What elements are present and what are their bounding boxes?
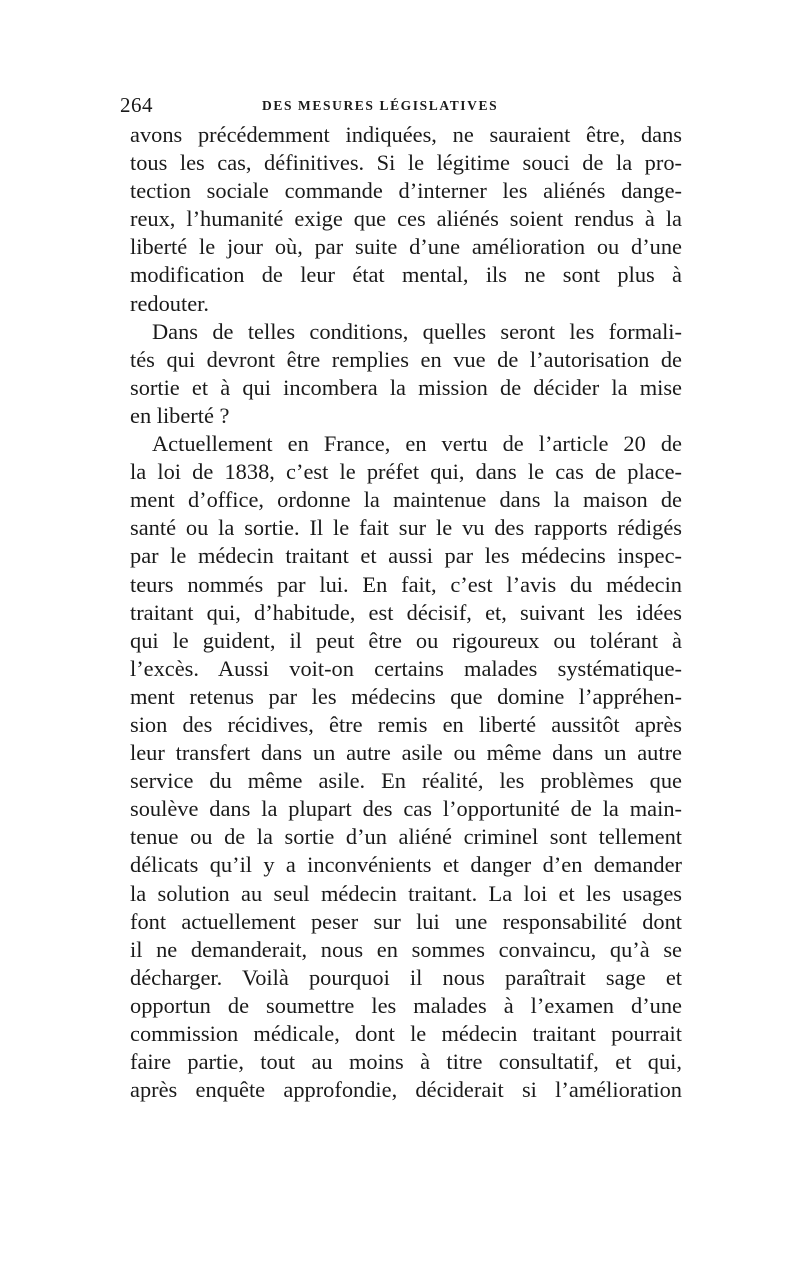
text-line: reux, l’humanité exige que ces aliénés soient rendus à la [130, 206, 682, 232]
text-line: service du même asile. En réalité, les problèmes que [130, 768, 682, 794]
text-line: délicats qu’il y a inconvénients et danger d’en demander [130, 852, 682, 878]
text-line: redouter. [130, 290, 209, 316]
text-line: après enquête approfondie, déciderait si l’amélioration [130, 1077, 682, 1103]
text-line: par le médecin traitant et aussi par les médecins inspec- [130, 543, 682, 569]
text-line: ment retenus par les médecins que domine l’appréhen- [130, 683, 682, 709]
text-line: sion des récidives, être remis en liberté aussitôt après [130, 711, 682, 737]
text-line: soulève dans la plupart des cas l’opportunité de la main- [130, 796, 682, 822]
text-line: font actuellement peser sur lui une responsabilité dont [130, 908, 682, 934]
text-line: faire partie, tout au moins à titre consultatif, et qui, [130, 1049, 682, 1075]
text-line: leur transfert dans un autre asile ou même dans un autre [130, 740, 682, 766]
page-number: 264 [120, 93, 153, 117]
body-text [130, 121, 682, 1104]
text-line: en liberté ? [130, 402, 230, 428]
running-title: DES MESURES LÉGISLATIVES [262, 98, 499, 113]
text-line: ment d’office, ordonne la maintenue dans la maison de [130, 487, 682, 513]
text-line: santé ou la sortie. Il le fait sur le vu des rapports rédigés [130, 515, 682, 541]
text-line: teurs nommés par lui. En fait, c’est l’avis du médecin [130, 571, 682, 597]
text-line: tous les cas, définitives. Si le légitime souci de la pro- [130, 150, 682, 176]
text-line: Actuellement en France, en vertu de l’article 20 de [152, 431, 682, 457]
text-line: la solution au seul médecin traitant. La loi et les usages [130, 880, 682, 906]
text-line: tenue ou de la sortie d’un aliéné criminel sont tellement [130, 824, 682, 850]
text-line: sortie et à qui incombera la mission de décider la mise [130, 374, 682, 400]
text-line: avons précédemment indiquées, ne sauraient être, dans [130, 122, 682, 147]
text-line: il ne demanderait, nous en sommes convaincu, qu’à se [130, 936, 682, 962]
text-line: traitant qui, d’habitude, est décisif, et, suivant les idées [130, 599, 682, 625]
text-line: tection sociale commande d’interner les aliénés dange- [130, 178, 682, 204]
running-head [120, 93, 680, 117]
text-line: commission médicale, dont le médecin traitant pourrait [130, 1021, 682, 1046]
text-line: modification de leur état mental, ils ne sont plus à [130, 262, 682, 288]
text-line: décharger. Voilà pourquoi il nous paraîtrait sage et [130, 964, 682, 990]
text-line: liberté le jour où, par suite d’une amélioration ou d’une [130, 234, 682, 260]
text-line: tés qui devront être remplies en vue de l’autorisation de [130, 346, 682, 372]
text-line: l’excès. Aussi voit-on certains malades systématique- [130, 655, 682, 681]
text-line: Dans de telles conditions, quelles seront les formali- [152, 318, 682, 344]
text-line: opportun de soumettre les malades à l’examen d’une [130, 992, 682, 1018]
text-line: la loi de 1838, c’est le préfet qui, dans le cas de place- [130, 459, 682, 485]
text-line: qui le guident, il peut être ou rigoureux ou tolérant à [130, 627, 682, 653]
